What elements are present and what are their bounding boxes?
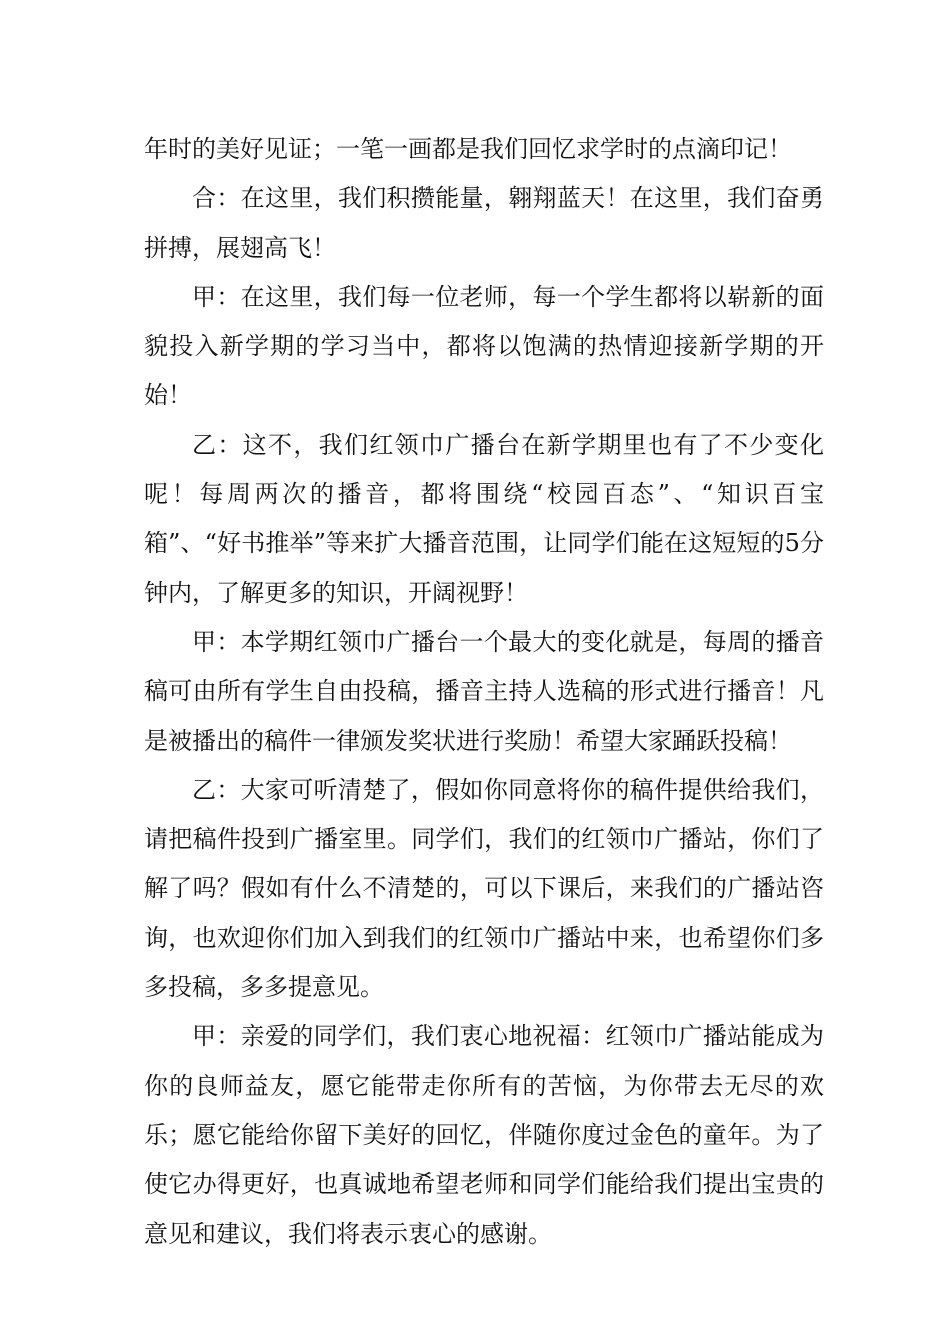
document-body	[144, 125, 824, 1259]
paragraph-1: 年时的美好见证；一笔一画都是我们回忆求学时的点滴印记！	[144, 135, 792, 163]
paragraph-7: 甲：亲爱的同学们，我们衷心地祝福：红领巾广播站能成为你的良师益友，愿它能带走你所有的苦恼，为你带去无尽的欢乐；愿它能给你留下美好的回忆，伴随你度过金色的童年。为了使它办得更好，也真诚地希望老师和同学们能给我们提出宝贵的意见和建议，我们将表示衷心的感谢。	[144, 1022, 824, 1248]
paragraph-4: 乙：这不，我们红领巾广播台在新学期里也有了不少变化呢！每周两次的播音，都将围绕“校园百态”、“知识百宝箱”、“好书推举”等来扩大播音范围，让同学们能在这短短的5分钟内，了解更多的知识，开阔视野！	[144, 430, 824, 607]
paragraph-2: 合：在这里，我们积攒能量，翱翔蓝天！在这里，我们奋勇拼搏，展翅高飞！	[144, 184, 824, 262]
paragraph-5: 甲：本学期红领巾广播台一个最大的变化就是，每周的播音稿可由所有学生自由投稿，播音主持人选稿的形式进行播音！凡是被播出的稿件一律颁发奖状进行奖励！希望大家踊跃投稿！	[144, 627, 824, 755]
paragraph-6: 乙：大家可听清楚了，假如你同意将你的稿件提供给我们，请把稿件投到广播室里。同学们，我们的红领巾广播站，你们了解了吗？假如有什么不清楚的，可以下课后，来我们的广播站咨询，也欢迎你们加入到我们的红领巾广播站中来，也希望你们多多投稿，多多提意见。	[144, 775, 824, 1002]
paragraph-3: 甲：在这里，我们每一位老师，每一个学生都将以崭新的面貌投入新学期的学习当中，都将以饱满的热情迎接新学期的开始！	[144, 282, 824, 410]
